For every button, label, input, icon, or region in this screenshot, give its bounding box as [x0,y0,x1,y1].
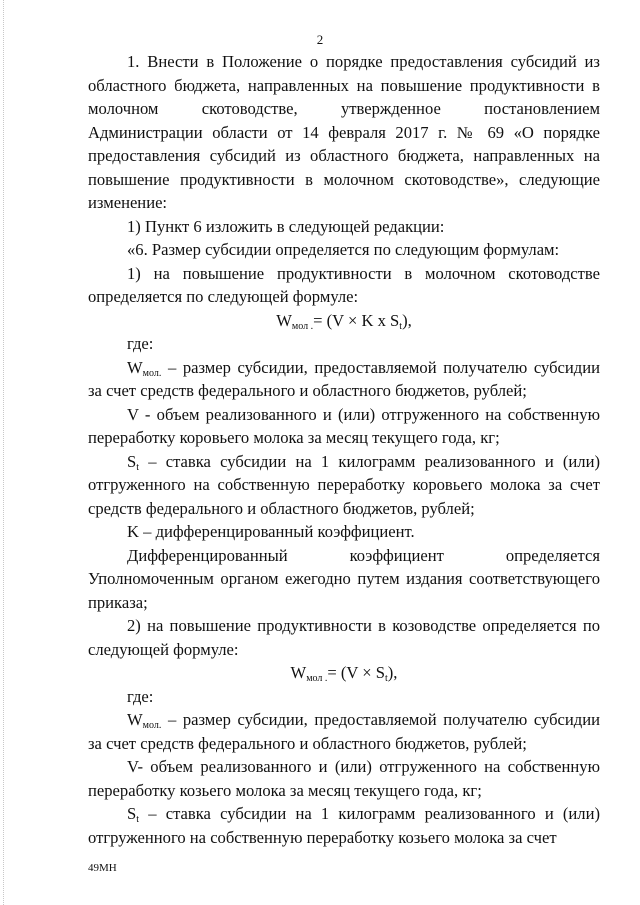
def-sub-t: t [136,461,140,473]
scan-edge-line [3,0,5,905]
paragraph-subsidy-size: «6. Размер субсидии определяется по следующим формулам: [127,240,560,259]
formula-goat [88,661,600,685]
formula-dairy-cattle [88,309,600,333]
definition-w-goat [88,708,600,755]
definition-v-goat: V- объем реализованного и (или) отгруженного на собственную переработку козьего молока за месяц текущего года, кг; [88,757,600,800]
formula-close: ), [402,310,412,330]
where-label-2: где: [127,686,154,706]
formula-body: = (V × K x S [313,310,400,330]
page-number: 2 [316,32,324,47]
formula-sub-t: t [385,673,388,684]
formula-sub-mol: мол . [291,320,314,332]
def-var-w: W [127,710,143,729]
formula-var-w: W [290,663,307,682]
paragraph-coefficient-line1: Дифференцированный коэффициент определяется [127,545,600,565]
def-var-s: S [127,804,137,823]
formula-body: = (V × S [327,663,385,682]
paragraph-amendment-intro: 1. Внести в Положение о порядке предоставления субсидий из областного бюджета, направленных на повышение продуктивности в молочном скотоводстве, утвержденное постановлением Администрации области от 14 февраля 2017 г. № 69 «О порядке предоставления субсидий из областного бюджета, направленных на повышение продуктивности в молочном скотоводстве», следующие изменение: [88,52,600,212]
paragraph-item-6-edit: 1) Пункт 6 изложить в следующей редакции: [127,216,445,236]
def-text: – ставка субсидии на 1 килограмм реализованного и (или) отгруженного на собственную переработку козьего молока за счет [88,804,600,847]
where-label-1: где: [127,334,154,353]
formula-var-w: W [276,310,292,330]
paragraph-dairy-cattle-formula: 1) на повышение продуктивности в молочном скотоводстве определяется по следующей формуле: [88,263,600,306]
definition-s-cattle [88,450,600,521]
formula-sub-mol: мол . [306,673,328,684]
def-sub-mol: мол. [142,367,162,379]
def-sub-mol: мол. [142,720,162,731]
def-text: – размер субсидии, предоставляемой получателю субсидии за счет средств федерального и областного бюджетов, рублей; [88,357,600,400]
formula-close: ), [387,663,398,682]
paragraph-coefficient-rest: Уполномоченным органом ежегодно путем издания соответствующего приказа; [88,569,600,612]
definition-k-coefficient: K – дифференцированный коэффициент. [127,522,415,541]
document-code: 49МН [88,862,117,874]
def-sub-t: t [136,814,140,825]
definition-s-goat [88,802,600,849]
def-var-s: S [127,451,137,471]
document-body [88,50,600,849]
def-text: – ставка субсидии на 1 килограмм реализованного и (или) отгруженного на собственную переработку коровьего молока за счет средств федерального и областного бюджетов, рублей; [88,451,600,518]
def-text: – размер субсидии, предоставляемой получателю субсидии за счет средств федерального и областного бюджетов, рублей; [88,710,600,753]
definition-w-cattle [88,356,600,403]
definition-v-cattle: V - объем реализованного и (или) отгруженного на собственную переработку коровьего молока за месяц текущего года, кг; [88,404,600,447]
paragraph-goat-formula: 2) на повышение продуктивности в козоводстве определяется по следующей формуле: [88,616,600,659]
def-var-w: W [127,357,143,377]
formula-sub-t: t [399,320,403,332]
